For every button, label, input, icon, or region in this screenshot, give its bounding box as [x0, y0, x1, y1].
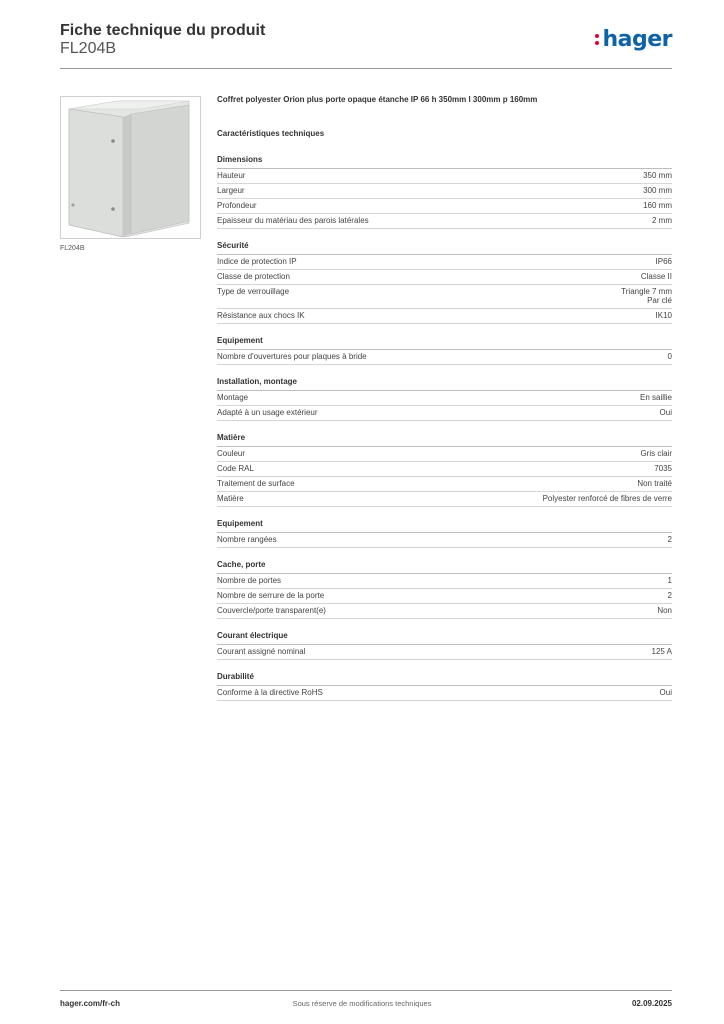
spec-label: Montage [217, 393, 249, 402]
spec-label: Largeur [217, 186, 245, 195]
spec-label: Conforme à la directive RoHS [217, 688, 323, 697]
tech-heading: Caractéristiques techniques [217, 129, 325, 138]
spec-label: Indice de protection IP [217, 257, 297, 266]
spec-groups [217, 155, 672, 701]
spec-row [217, 492, 672, 507]
spec-label: Type de verrouillage [217, 287, 290, 296]
footer-divider [60, 990, 672, 991]
spec-row [217, 406, 672, 421]
spec-value: En saillie [639, 393, 672, 402]
spec-label: Epaisseur du matériau des parois latérales [217, 216, 369, 225]
spec-value: Oui [659, 408, 672, 417]
spec-group-title: Cache, porte [217, 560, 672, 574]
spec-group [217, 241, 672, 324]
spec-row [217, 462, 672, 477]
product-description: Coffret polyester Orion plus porte opaque étanche IP 66 h 350mm l 300mm p 160mm [217, 95, 538, 104]
enclosure-product-photo-icon [61, 97, 200, 238]
spec-value: 2 mm [652, 216, 672, 225]
spec-value: Non [657, 606, 672, 615]
spec-label: Courant assigné nominal [217, 647, 306, 656]
spec-value: 2 [667, 591, 672, 600]
spec-row [217, 309, 672, 324]
spec-row [217, 285, 672, 309]
spec-row [217, 350, 672, 365]
spec-value: IP66 [655, 257, 672, 266]
spec-row [217, 214, 672, 229]
spec-group-title: Dimensions [217, 155, 672, 169]
spec-group-title: Equipement [217, 519, 672, 533]
spec-label: Code RAL [217, 464, 254, 473]
spec-group [217, 336, 672, 365]
spec-value: Non traité [637, 479, 672, 488]
spec-value: Oui [659, 688, 672, 697]
spec-value: IK10 [655, 311, 672, 320]
footer-notice: Sous réserve de modifications techniques [292, 999, 432, 1008]
footer-date: 02.09.2025 [631, 999, 672, 1008]
spec-row [217, 169, 672, 184]
spec-label: Nombre rangées [217, 535, 277, 544]
spec-content [217, 95, 672, 713]
spec-group-title: Matière [217, 433, 672, 447]
spec-row [217, 270, 672, 285]
spec-group-title: Courant électrique [217, 631, 672, 645]
spec-label: Traitement de surface [217, 479, 295, 488]
spec-label: Classe de protection [217, 272, 290, 281]
spec-group [217, 519, 672, 548]
image-caption: FL204B [60, 245, 85, 252]
product-reference: FL204B [60, 40, 117, 57]
spec-group [217, 155, 672, 229]
spec-row [217, 604, 672, 619]
spec-row [217, 184, 672, 199]
spec-value: Triangle 7 mm Par clé [621, 287, 672, 305]
spec-row [217, 199, 672, 214]
spec-row [217, 533, 672, 548]
spec-value: Gris clair [640, 449, 672, 458]
spec-group [217, 672, 672, 701]
spec-value: Polyester renforcé de fibres de verre [542, 494, 672, 503]
spec-value: 0 [667, 352, 672, 361]
spec-value: 160 mm [643, 201, 672, 210]
spec-row [217, 447, 672, 462]
spec-row [217, 391, 672, 406]
page-header [60, 20, 672, 68]
spec-row [217, 477, 672, 492]
spec-label: Nombre d'ouvertures pour plaques à bride [217, 352, 367, 361]
spec-value: 300 mm [643, 186, 672, 195]
logo-dots-icon [595, 32, 599, 46]
spec-value: 125 A [651, 647, 672, 656]
spec-value: Classe II [640, 272, 672, 281]
spec-row [217, 255, 672, 270]
spec-row [217, 574, 672, 589]
header-divider [60, 68, 672, 69]
spec-label: Couleur [217, 449, 246, 458]
product-image [60, 96, 201, 239]
spec-group-title: Equipement [217, 336, 672, 350]
logo-text: hager [602, 26, 672, 52]
spec-group-title: Durabilité [217, 672, 672, 686]
spec-label: Couvercle/porte transparent(e) [217, 606, 326, 615]
spec-group [217, 560, 672, 619]
footer-website-link[interactable]: hager.com/fr-ch [60, 999, 121, 1008]
spec-value: 350 mm [643, 171, 672, 180]
spec-label: Nombre de portes [217, 576, 282, 585]
hager-logo [595, 24, 672, 54]
spec-group [217, 631, 672, 660]
spec-group [217, 377, 672, 421]
document-title: Fiche technique du produit [60, 22, 266, 39]
spec-label: Hauteur [217, 171, 246, 180]
spec-row [217, 645, 672, 660]
spec-label: Matière [217, 494, 244, 503]
spec-value: 7035 [654, 464, 672, 473]
spec-group-title: Installation, montage [217, 377, 672, 391]
spec-row [217, 686, 672, 701]
spec-label: Résistance aux chocs IK [217, 311, 305, 320]
spec-label: Nombre de serrure de la porte [217, 591, 325, 600]
spec-label: Profondeur [217, 201, 257, 210]
spec-group [217, 433, 672, 507]
spec-row [217, 589, 672, 604]
spec-value: 2 [667, 535, 672, 544]
spec-label: Adapté à un usage extérieur [217, 408, 318, 417]
spec-value: 1 [667, 576, 672, 585]
spec-group-title: Sécurité [217, 241, 672, 255]
